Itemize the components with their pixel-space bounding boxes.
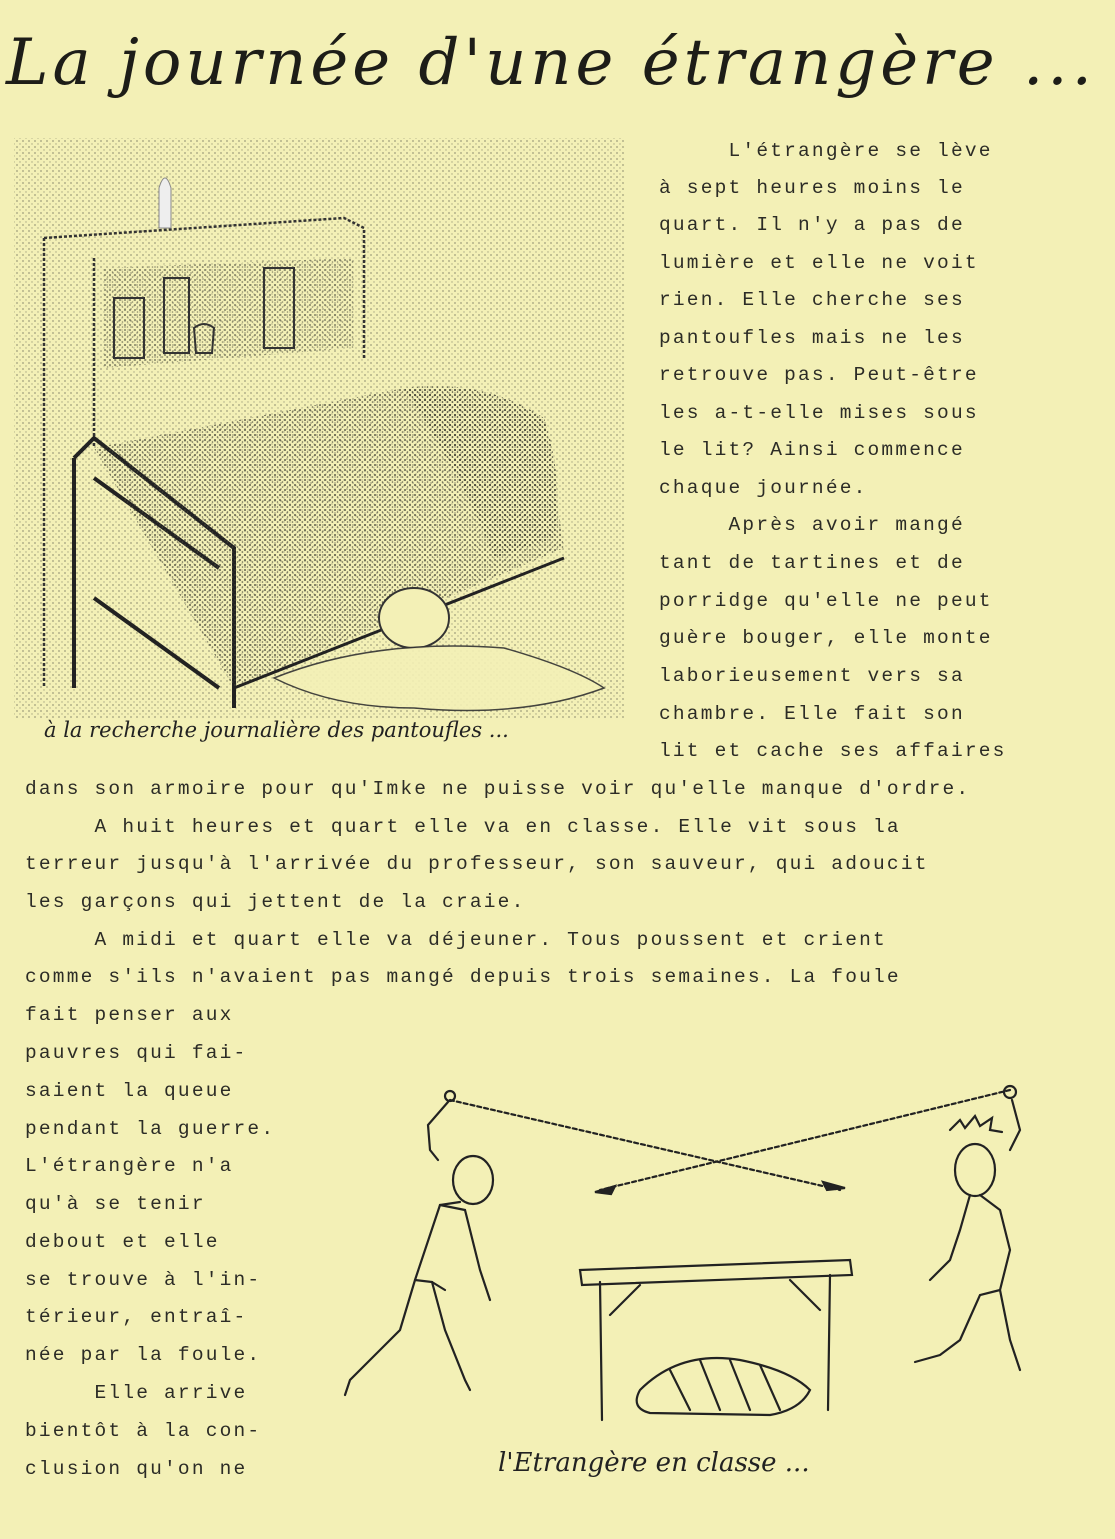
text-line: chaque journée. bbox=[659, 477, 868, 499]
text-line: pantoufles mais ne les bbox=[659, 327, 965, 349]
text-line: L'étrangère n'a bbox=[25, 1155, 234, 1177]
text-line: tant de tartines et de bbox=[659, 552, 965, 574]
text-line: chambre. Elle fait son bbox=[659, 703, 965, 725]
text-line: les garçons qui jettent de la craie. bbox=[25, 891, 526, 913]
text-line: dans son armoire pour qu'Imke ne puisse voir qu'elle manque d'ordre. bbox=[25, 778, 971, 800]
text-line: L'étrangère se lève bbox=[659, 140, 993, 162]
class-caption: l'Etrangère en classe ... bbox=[498, 1448, 810, 1478]
text-line: porridge qu'elle ne peut bbox=[659, 590, 993, 612]
text-line: lumière et elle ne voit bbox=[659, 252, 979, 274]
text-line: bientôt à la con- bbox=[25, 1420, 262, 1442]
text-line: laborieusement vers sa bbox=[659, 665, 965, 687]
text-line: qu'à se tenir bbox=[25, 1193, 206, 1215]
text-line: Après avoir mangé bbox=[659, 514, 965, 536]
text-line: pauvres qui fai- bbox=[25, 1042, 248, 1064]
text-line: terreur jusqu'à l'arrivée du professeur, son sauveur, qui adoucit bbox=[25, 853, 929, 875]
bed-caption: à la recherche journalière des pantoufles ... bbox=[44, 718, 509, 742]
text-line: née par la foule. bbox=[25, 1344, 262, 1366]
text-line: comme s'ils n'avaient pas mangé depuis trois semaines. La foule bbox=[25, 966, 901, 988]
text-line: guère bouger, elle monte bbox=[659, 627, 993, 649]
text-line: A midi et quart elle va déjeuner. Tous poussent et crient bbox=[25, 929, 887, 951]
text-line: rien. Elle cherche ses bbox=[659, 289, 965, 311]
text-line: se trouve à l'in- bbox=[25, 1269, 262, 1291]
text-line: fait penser aux bbox=[25, 1004, 234, 1026]
text-line: retrouve pas. Peut-être bbox=[659, 364, 979, 386]
text-line: quart. Il n'y a pas de bbox=[659, 214, 965, 236]
text-line: à sept heures moins le bbox=[659, 177, 965, 199]
classroom-illustration bbox=[320, 1070, 1100, 1460]
text-line: térieur, entraî- bbox=[25, 1306, 248, 1328]
text-line: clusion qu'on ne bbox=[25, 1458, 248, 1480]
text-line: A huit heures et quart elle va en classe. Elle vit sous la bbox=[25, 816, 901, 838]
text-line: lit et cache ses affaires bbox=[659, 740, 1007, 762]
text-line: les a-t-elle mises sous bbox=[659, 402, 979, 424]
bed-illustration bbox=[4, 128, 634, 728]
text-line: Elle arrive bbox=[25, 1382, 248, 1404]
text-line: debout et elle bbox=[25, 1231, 220, 1253]
text-line: le lit? Ainsi commence bbox=[659, 439, 965, 461]
text-line: saient la queue bbox=[25, 1080, 234, 1102]
text-line: pendant la guerre. bbox=[25, 1118, 276, 1140]
page-title: La journée d'une étrangère ... bbox=[6, 26, 1096, 100]
